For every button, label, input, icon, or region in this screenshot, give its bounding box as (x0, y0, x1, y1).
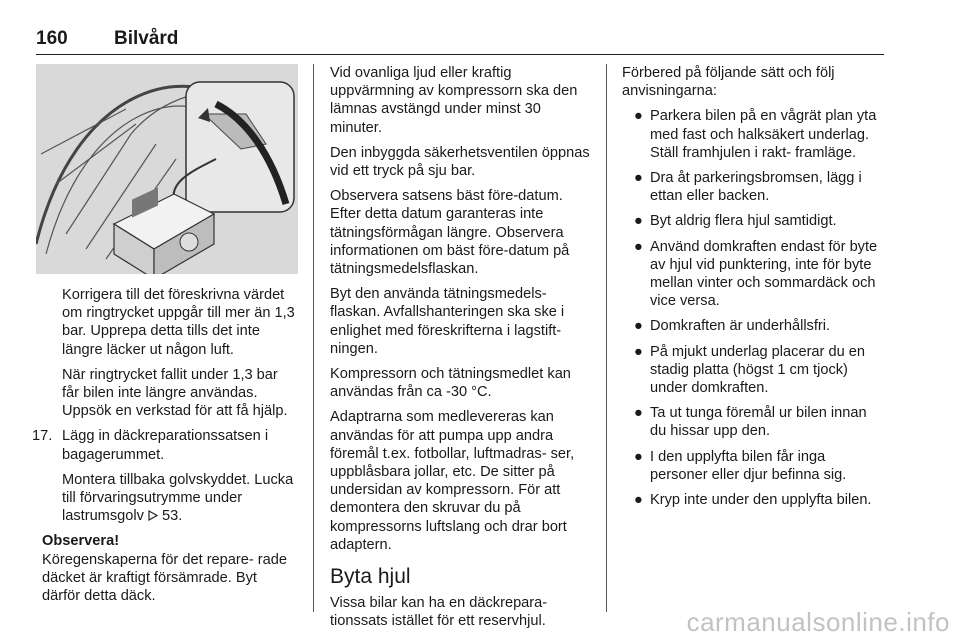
step-number: 17. (32, 428, 53, 445)
bullet-item (622, 238, 886, 311)
bullet-item (622, 404, 886, 440)
bullet-icon: ● (634, 108, 643, 125)
bullet-icon: ● (634, 213, 643, 230)
paragraph: Vid ovanliga ljud eller kraftig uppvärmning av kompressorn ska den lämnas avstängd under minst 30 minuter. (330, 65, 578, 136)
bullet-icon: ● (634, 448, 643, 465)
bullet-icon: ● (634, 238, 643, 255)
column-right (622, 64, 886, 516)
column-left (32, 64, 298, 612)
bullet-text: Byt aldrig flera hjul samtidigt. (650, 213, 837, 230)
watermark: carmanualsonline.info (686, 607, 950, 637)
bullet-text: På mjukt underlag placerar du en stadig platta (högst 1 cm tjock) under domkraften. (650, 343, 865, 397)
section-heading: Byta hjul (330, 565, 411, 589)
bullet-text: Dra åt parkeringsbromsen, lägg i ettan eller backen. (650, 170, 862, 205)
step-17-detail (62, 471, 298, 526)
paragraph: När ringtrycket fallit under 1,3 bar får bilen inte längre användas. Uppsök en verkstad för att få hjälp. (62, 366, 288, 420)
page-number: 160 (36, 28, 68, 49)
paragraph: Kompressorn och tätningsmedlet kan användas från ca -30 °C. (330, 366, 571, 401)
bullet-item (622, 448, 886, 484)
bullet-item (622, 107, 886, 162)
paragraph: Adaptrarna som medlevereras kan användas för att pumpa upp andra föremål t.ex. fotbollar, luftmadras- ser, uppblåsbara jollar, etc. De sitter på undersidan av kompressorn. För att demontera den skruvar du på kompressorns luftslang och drar bort adaptern. (330, 409, 575, 553)
bullet-icon: ● (634, 318, 643, 335)
page-title: Bilvård (114, 28, 179, 49)
bullet-icon: ● (634, 405, 643, 422)
bullet-item (622, 212, 886, 230)
paragraph: Vissa bilar kan ha en däckrepara- tionssats istället för ett reservhjul. (330, 595, 548, 630)
bullet-list (622, 107, 886, 509)
paragraph: Förbered på följande sätt och följ anvisningarna: (622, 65, 835, 100)
bullet-item (622, 491, 886, 509)
note-text: Köregenskaperna för det repare- rade däcket är kraftigt försämrade. Byt därför detta däck. (42, 551, 288, 605)
tyre-compressor-illustration (36, 64, 298, 274)
paragraph: Korrigera till det föreskrivna värdet om ringtrycket uppgår till mer än 1,3 bar. Upprepa detta tills det inte längre läcker ut någon luft. (62, 287, 295, 358)
bullet-text: Parkera bilen på en vågrät plan yta med fast och halksäkert underlag. Ställ framhjulen i rakt- framläge. (650, 108, 877, 161)
bullet-text: Ta ut tunga föremål ur bilen innan du hissar upp den. (650, 405, 867, 440)
column-middle (330, 64, 592, 637)
page-header (36, 26, 884, 55)
bullet-text: Använd domkraften endast för byte av hjul vid punktering, inte för byte mellan vinter och sommardäck och vice versa. (650, 238, 878, 310)
page-reference-link[interactable]: 53. (162, 508, 183, 525)
column-divider (313, 64, 314, 612)
bullet-text: I den upplyfta bilen får inga personer eller djur befinna sig. (650, 448, 847, 483)
bullet-icon: ● (634, 170, 643, 187)
paragraph: Den inbyggda säkerhetsventilen öppnas vid ett tryck på sju bar. (330, 144, 590, 180)
bullet-icon: ● (634, 492, 643, 509)
step-17 (32, 427, 298, 463)
bullet-icon: ● (634, 343, 643, 360)
paragraph: Observera satsens bäst före-datum. Efter detta datum garanteras inte tätningsförmågan längre. Observera informationen om bäst före-datum på tätningsmedelsflaskan. (330, 188, 570, 278)
paragraph: Byt den använda tätningsmedels- flaskan. Avfallshanteringen ska ske i enlighet med föreskrifterna i lagstift- ningen. (330, 286, 565, 357)
bullet-item (622, 317, 886, 335)
bullet-item (622, 343, 886, 398)
arrow-ref-icon[interactable] (148, 508, 162, 524)
bullet-text: Kryp inte under den upplyfta bilen. (650, 492, 872, 509)
step-text: Lägg in däckreparationssatsen i bagagerummet. (62, 428, 269, 463)
bullet-item (622, 169, 886, 205)
column-divider (606, 64, 607, 612)
bullet-text: Domkraften är underhållsfri. (650, 318, 831, 335)
step-detail-text: Montera tillbaka golvskyddet. Lucka till förvaringsutrymme under lastrumsgolv (62, 471, 294, 525)
note-heading: Observera! (42, 533, 120, 550)
